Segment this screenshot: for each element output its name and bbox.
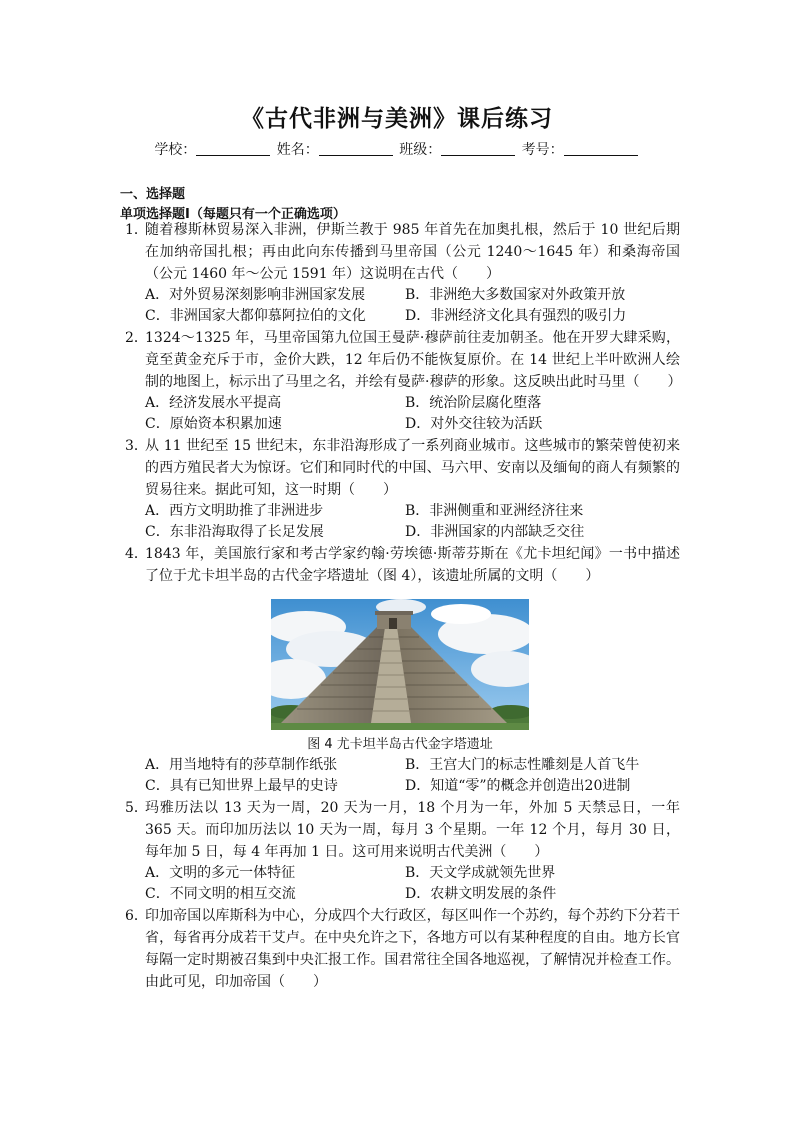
option-b[interactable]: B．非洲绝大多数国家对外政策开放 (405, 287, 626, 303)
page-title: 《古代非洲与美洲》课后练习 (241, 106, 553, 132)
question-1-options (120, 285, 680, 327)
exam-number-label: 考号： (521, 142, 564, 158)
option-a[interactable]: A．文明的多元一体特征 (145, 865, 296, 881)
student-info-line (0, 139, 794, 159)
option-b[interactable]: B．天文学成就领先世界 (405, 865, 556, 881)
question-1 (120, 219, 680, 285)
question-stem: 1843 年，美国旅行家和考古学家约翰·劳埃德·斯蒂芬斯在《尤卡坦纪闻》一书中描述了位于尤卡坦半岛的古代金字塔遗址（图 4），该遗址所属的文明（ ） (145, 546, 680, 584)
question-number: 2． (125, 330, 148, 346)
question-4-options (120, 755, 680, 797)
school-blank[interactable] (196, 141, 270, 156)
option-c[interactable]: C．不同文明的相互交流 (145, 886, 296, 902)
figure-caption: 图 4 尤卡坦半岛古代金字塔遗址 (307, 737, 493, 752)
option-c[interactable]: C．非洲国家大都仰慕阿拉伯的文化 (145, 308, 366, 324)
question-4 (120, 543, 680, 587)
question-number: 3． (125, 438, 148, 454)
class-label: 班级： (399, 142, 442, 158)
figure-4 (120, 599, 680, 755)
option-c[interactable]: C．原始资本积累加速 (145, 416, 282, 432)
question-2-options (120, 393, 680, 435)
option-b[interactable]: B．王宫大门的标志性雕刻是人首飞牛 (405, 757, 640, 773)
option-b[interactable]: B．非洲侧重和亚洲经济往来 (405, 503, 584, 519)
option-a[interactable]: A．经济发展水平提高 (145, 395, 282, 411)
option-d[interactable]: D．对外交往较为活跃 (405, 416, 543, 432)
option-c[interactable]: C．具有已知世界上最早的史诗 (145, 778, 338, 794)
question-stem: 随着穆斯林贸易深入非洲，伊斯兰教于 985 年首先在加奥扎根，然后于 10 世纪后期在加纳帝国扎根；再由此向东传播到马里帝国（公元 1240～1645 年）和桑海帝国（公元 1460 年～公元 1591 年）这说明在古代（ ） (145, 222, 680, 282)
question-3-options (120, 501, 680, 543)
class-blank[interactable] (441, 141, 515, 156)
question-number: 6． (125, 908, 148, 924)
option-d[interactable]: D．非洲经济文化具有强烈的吸引力 (405, 308, 627, 324)
section-subtitle: 单项选择题Ⅰ（每题只有一个正确选项） (120, 207, 346, 222)
questions-list (120, 219, 680, 993)
option-a[interactable]: A．用当地特有的莎草制作纸张 (145, 757, 338, 773)
school-label: 学校： (154, 142, 197, 158)
option-a[interactable]: A．对外贸易深刻影响非洲国家发展 (145, 287, 366, 303)
option-d[interactable]: D．知道“零”的概念并创造出20进制 (405, 778, 631, 794)
question-number: 1． (125, 222, 148, 238)
exam-number-blank[interactable] (564, 141, 638, 156)
option-b[interactable]: B．统治阶层腐化堕落 (405, 395, 542, 411)
option-c[interactable]: C．东非沿海取得了长足发展 (145, 524, 324, 540)
option-d[interactable]: D．农耕文明发展的条件 (405, 886, 557, 902)
question-stem: 从 11 世纪至 15 世纪末，东非沿海形成了一系列商业城市。这些城市的繁荣曾使初来的西方殖民者大为惊讶。它们和同时代的中国、马六甲、安南以及缅甸的商人有频繁的贸易往来。据此可知，这一时期（ ） (145, 438, 680, 498)
question-stem: 玛雅历法以 13 天为一周，20 天为一月，18 个月为一年，外加 5 天禁忌日，一年 365 天。而印加历法以 10 天为一周，每月 3 个星期。一年 12 个月，每月 30 日，每年加 5 日，每 4 年再加 1 日。这可用来说明古代美洲（ ） (145, 800, 680, 860)
question-6 (120, 905, 680, 993)
question-2 (120, 327, 680, 393)
option-a[interactable]: A．西方文明助推了非洲进步 (145, 503, 324, 519)
question-number: 4． (125, 546, 148, 562)
question-number: 5． (125, 800, 148, 816)
question-stem: 印加帝国以库斯科为中心，分成四个大行政区，每区叫作一个苏约，每个苏约下分若干省，每省再分成若干艾卢。在中央允许之下，各地方可以有某种程度的自由。地方长官每隔一定时期被召集到中央汇报工作。国君常往全国各地巡视，了解情况并检查工作。由此可见，印加帝国（ ） (145, 908, 680, 990)
option-d[interactable]: D．非洲国家的内部缺乏交往 (405, 524, 585, 540)
section-title: 一、选择题 (120, 187, 186, 202)
question-5-options (120, 863, 680, 905)
question-stem: 1324～1325 年，马里帝国第九位国王曼萨·穆萨前往麦加朝圣。他在开罗大肆采购，竟至黄金充斥于市，金价大跌，12 年后仍不能恢复原价。在 14 世纪上半叶欧洲人绘制的地图上，标示出了马里之名，并绘有曼萨·穆萨的形象。这反映出此时马里（ ） (145, 330, 682, 390)
name-blank[interactable] (319, 141, 393, 156)
question-3 (120, 435, 680, 501)
pyramid-photo-icon (271, 599, 529, 730)
name-label: 姓名： (276, 142, 319, 158)
question-5 (120, 797, 680, 863)
